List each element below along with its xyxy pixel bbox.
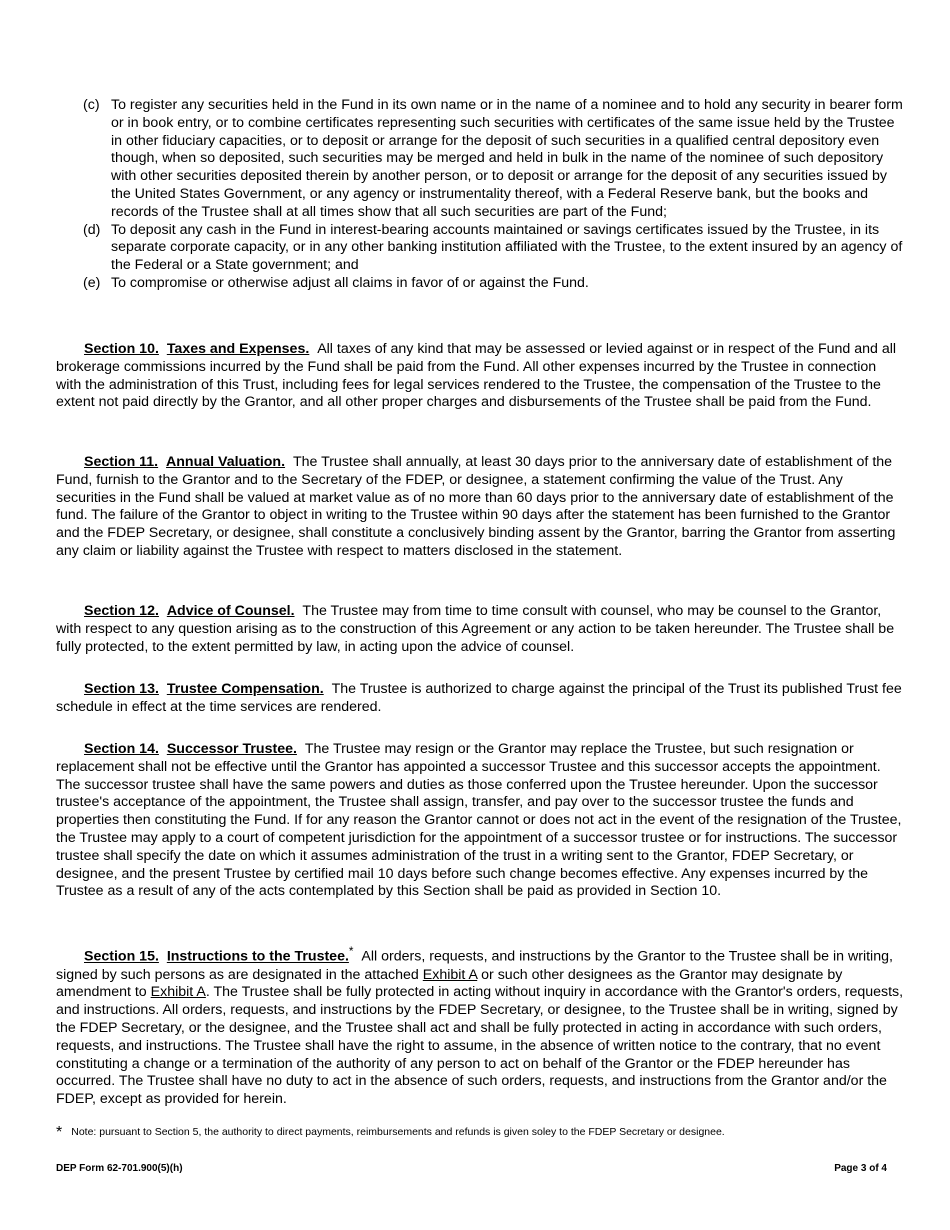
section-number: Section 14. <box>84 741 159 757</box>
section-title: Successor Trustee. <box>166 741 297 757</box>
section-body: The Trustee may from time to time consult with counsel, who may be counsel to the Grantor, with respect to any question arising as to the construction of this Agreement or any action to be taken hereunder. The Trustee shall be fully protected, to the extent permitted by law, in acting upon the advice of counsel. <box>56 603 895 655</box>
section-14-paragraph <box>56 741 904 901</box>
footnote-marker: * <box>348 944 354 958</box>
section-body-part-3: . The Trustee shall be fully protected in acting without inquiry in accordance with the Grantor's orders, requests, and instructions. All orders, requests, and instructions by the FDEP Secretary, or designee, to the Trustee shall be in writing, signed by the FDEP Secretary, or the designee, and the Trustee shall act and shall be fully protected in acting in accordance with such orders, requests, and instructions. The Trustee shall have the right to assume, in the absence of written notice to the contrary, that no event constituting a change or a termination of the authority of any person to act on behalf of the Grantor or the FDEP hereunder has occurred. The Trustee shall have no duty to act in the absence of such orders, requests, and instructions from the Grantor and/or the FDEP, except as provided for herein. <box>56 984 904 1108</box>
section-12-paragraph <box>56 603 904 656</box>
section-body-part-2: or such other designees as the Grantor may designate by amendment to <box>56 966 843 1001</box>
section-number: Section 13. <box>84 681 159 697</box>
item-label: (d) <box>83 221 101 238</box>
section-title: Advice of Counsel. <box>166 603 295 619</box>
exhibit-a-reference: Exhibit A <box>150 984 206 1001</box>
section-11-paragraph <box>56 454 904 561</box>
list-item <box>83 275 903 293</box>
item-text: To register any securities held in the Fund in its own name or in the name of a nominee and to hold any security in bearer form or in book entry, or to combine certificates representing such securities with certificates of the same issue held by the Trustee in other fiduciary capacities, or to deposit or arrange for the deposit of such securities in a qualified central depository even though, when so deposited, such securities may be merged and held in bulk in the name of the nominee of such depository with other securities deposited therein by another person, or to deposit or arrange for the deposit of any securities issued by the United States Government, or any agency or instrumentality thereof, with a Federal Reserve bank, but the books and records of the Trustee shall at all times show that all such securities are part of the Fund; <box>111 97 903 220</box>
section-title: Annual Valuation. <box>166 454 286 470</box>
footnote-text: Note: pursuant to Section 5, the authority to direct payments, reimbursements and refunds is given soley to the FDEP Secretary or designee. <box>71 1126 725 1138</box>
section-title: Instructions to the Trustee. <box>166 948 349 965</box>
section-number: Section 11. <box>84 454 159 470</box>
section-body: The Trustee is authorized to charge against the principal of the Trust its published Trust fee schedule in effect at the time services are rendered. <box>56 681 902 715</box>
item-label: (e) <box>83 274 101 291</box>
section-10-paragraph <box>56 341 904 412</box>
section-body: All taxes of any kind that may be assessed or levied against or in respect of the Fund and all brokerage commissions incurred by the Fund shall be paid from the Fund. All other expenses incurred by the Trustee in connection with the administration of this Trust, including fees for legal services rendered to the Trustee, the compensation of the Trustee to the extent not paid directly by the Grantor, and all other proper charges and disbursements of the Trustee shall be paid from the Fund. <box>56 341 897 411</box>
section-title: Taxes and Expenses. <box>166 341 310 357</box>
footnote-marker: * <box>56 1124 63 1141</box>
section-number: Section 10. <box>84 341 159 357</box>
section-body-part-1: All orders, requests, and instructions by the Grantor to the Trustee shall be in writing, signed by such persons as are designated in the attached <box>56 948 893 983</box>
exhibit-a-reference: Exhibit A <box>422 966 478 983</box>
section-body: The Trustee shall annually, at least 30 days prior to the anniversary date of establishment of the Fund, furnish to the Grantor and to the Secretary of the FDEP, or designee, a statement confirming the value of the Trust. Any securities in the Fund shall be valued at market value as of no more than 60 days prior to the anniversary date of establishment of the fund. The failure of the Grantor to object in writing to the Trustee within 90 days after the statement has been furnished to the Grantor and the FDEP Secretary, or designee, shall constitute a conclusively binding assent by the Grantor, barring the Grantor from asserting any claim or liability against the Trustee with respect to matters disclosed in the statement. <box>56 454 896 559</box>
item-label: (c) <box>83 97 100 113</box>
section-15-paragraph <box>56 943 904 1109</box>
footnote <box>56 1124 916 1142</box>
list-item <box>83 222 903 275</box>
section-number: Section 15. <box>84 948 159 965</box>
section-number: Section 12. <box>84 603 159 619</box>
enumerated-powers-list <box>83 97 903 293</box>
list-item <box>83 97 903 222</box>
section-13-paragraph <box>56 681 904 717</box>
section-body: The Trustee may resign or the Grantor may replace the Trustee, but such resignation or replacement shall not be effective until the Grantor has appointed a successor Trustee and this successor accepts the appointment. The successor trustee shall have the same powers and duties as those conferred upon the Trustee hereunder. Upon the successor trustee's acceptance of the appointment, the Trustee shall assign, transfer, and pay over to the successor trustee the funds and properties then constituting the Fund. If for any reason the Grantor cannot or does not act in the event of the resignation of the Trustee, the Trustee may apply to a court of competent jurisdiction for the appointment of a successor trustee or for instructions. The successor trustee shall specify the date on which it assumes administration of the trust in a writing sent to the Grantor, FDEP Secretary, or designee, and the present Trustee by certified mail 10 days before such change becomes effective. Any expenses incurred by the Trustee as a result of any of the acts contemplated by this Section shall be paid as provided in Section 10. <box>56 741 902 900</box>
item-text: To deposit any cash in the Fund in interest-bearing accounts maintained or savings certificates issued by the Trustee, in its separate corporate capacity, or in any other banking institution affiliated with the Trustee, to the extent insured by an agency of the Federal or a State government; and <box>111 221 903 274</box>
form-number: DEP Form 62-701.900(5)(h) <box>56 1163 183 1174</box>
item-text: To compromise or otherwise adjust all claims in favor of or against the Fund. <box>111 274 589 291</box>
section-title: Trustee Compensation. <box>166 681 324 697</box>
page-number: Page 3 of 4 <box>834 1163 887 1174</box>
